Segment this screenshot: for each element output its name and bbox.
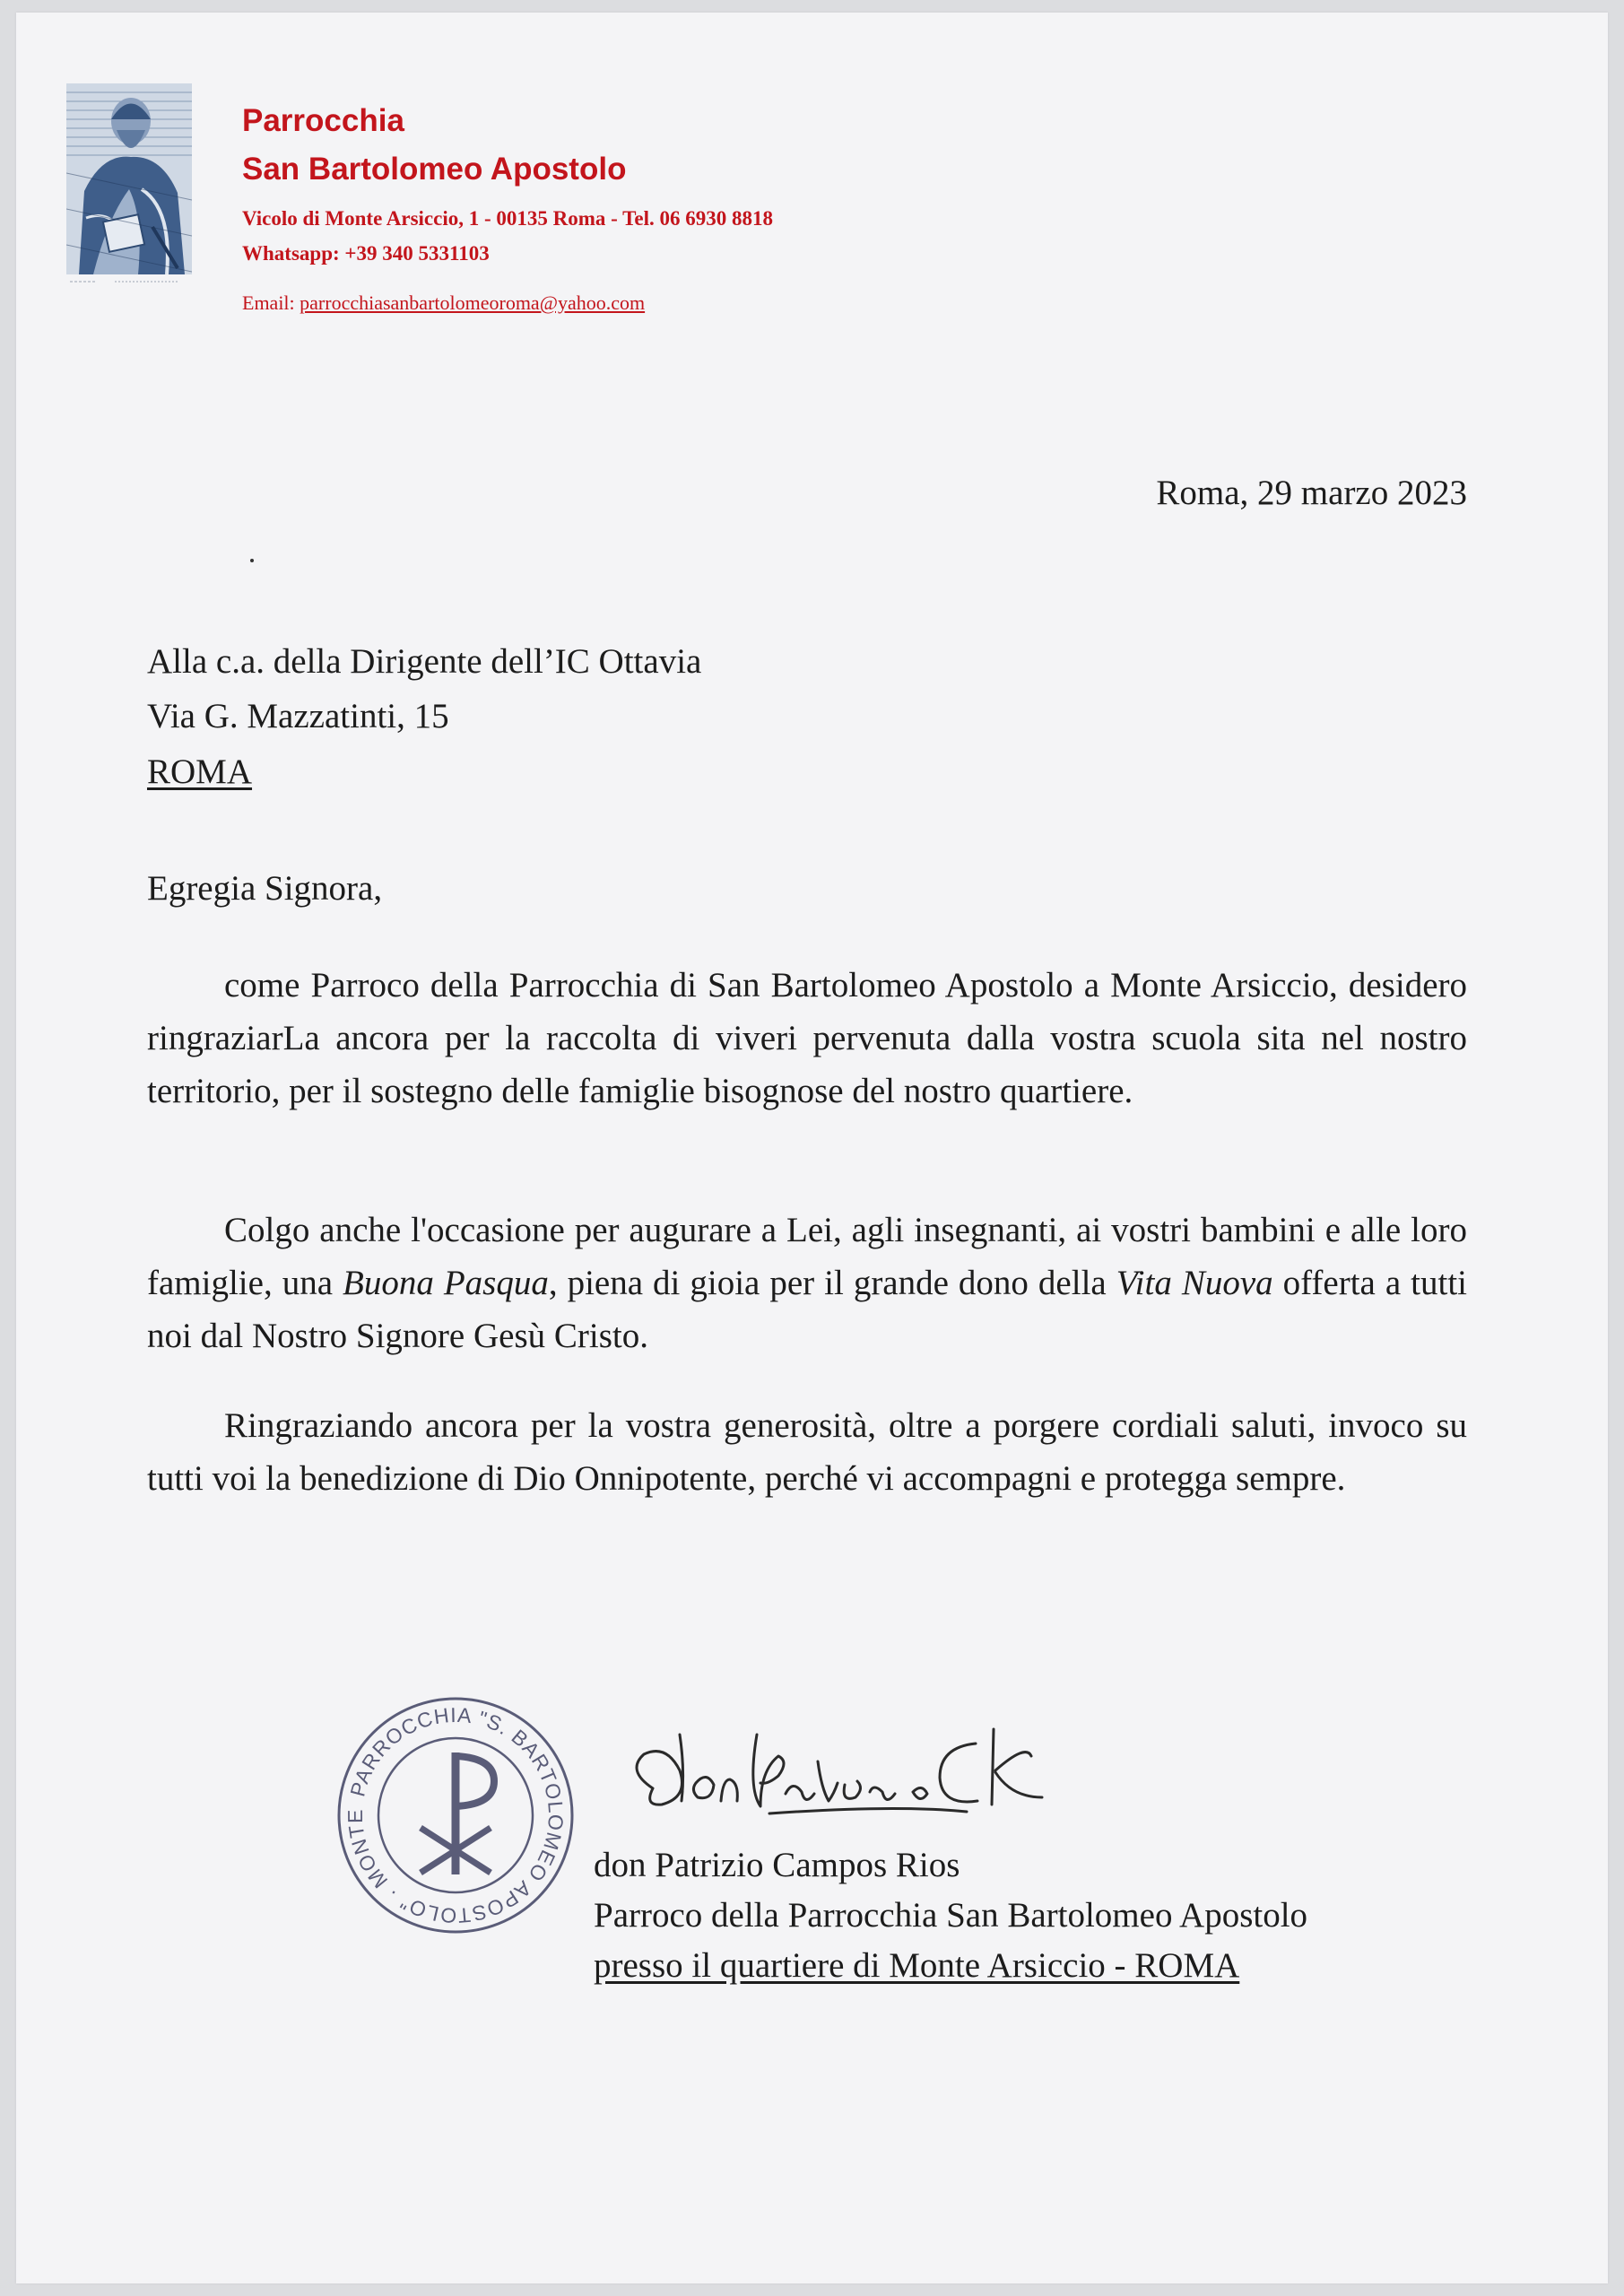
paragraph-2-part-b: , piena di gioia per il grande dono della	[548, 1264, 1116, 1302]
paragraph-2	[147, 1204, 1467, 1362]
parish-email-line	[242, 291, 645, 315]
parish-name-line2: San Bartolomeo Apostolo	[242, 152, 627, 187]
recipient-city: ROMA	[147, 752, 253, 791]
parish-address: Vicolo di Monte Arsiccio, 1 - 00135 Roma - Tel. 06 6930 8818	[242, 207, 773, 230]
salutation: Egregia Signora,	[147, 869, 383, 908]
paragraph-1: come Parroco della Parrocchia di San Bartolomeo Apostolo a Monte Arsiccio, desidero ringraziarLa ancora per la raccolta di viveri pervenuta dalla vostra scuola sita nel nostro territorio, per il sostegno delle famiglie bisognose del nostro quartiere.	[147, 966, 1467, 1110]
letter-date: Roma, 29 marzo 2023	[1156, 474, 1467, 512]
letter-page	[16, 13, 1608, 2283]
signatory-location: presso il quartiere di Monte Arsiccio - ROMA	[594, 1946, 1240, 1985]
vita-nuova-emphasis: Vita Nuova	[1116, 1264, 1273, 1302]
email-label: Email:	[242, 291, 300, 314]
engraving-caption-marks	[70, 278, 178, 285]
signatory-name: don Patrizio Campos Rios	[594, 1846, 960, 1884]
chi-rho-icon	[421, 1752, 494, 1874]
recipient-line1: Alla c.a. della Dirigente dell’IC Ottavia	[147, 642, 702, 681]
parish-whatsapp: Whatsapp: +39 340 5331103	[242, 242, 490, 265]
stray-mark	[250, 559, 254, 562]
paragraph-3: Ringraziando ancora per la vostra generosità, oltre a porgere cordiali saluti, invoco su tutti voi la benedizione di Dio Onnipotente, perché vi accompagni e protegga sempre.	[147, 1406, 1467, 1498]
stamp-text: PARROCCHIA "S. BARTOLOMEO APOSTOLO" · MONTE	[343, 1702, 569, 1928]
paragraph-2-part-a: Colgo anche l'occasione per augurare a Lei, agli insegnanti, ai vostri bambini e alle loro famiglie, una	[147, 1211, 1467, 1302]
email-link[interactable]: parrocchiasanbartolomeoroma@yahoo.com	[300, 291, 646, 314]
signatory-role: Parroco della Parrocchia San Bartolomeo Apostolo	[594, 1896, 1308, 1935]
parish-stamp	[334, 1695, 577, 1935]
buona-pasqua-emphasis: Buona Pasqua	[343, 1264, 549, 1302]
parish-name-line1: Parrocchia	[242, 103, 404, 138]
handwritten-signature	[626, 1708, 1128, 1842]
paragraph-2-part-c: offerta a tutti noi dal Nostro Signore Gesù Cristo.	[147, 1264, 1467, 1355]
saint-portrait-engraving-icon	[66, 83, 192, 274]
recipient-line2: Via G. Mazzatinti, 15	[147, 697, 449, 735]
